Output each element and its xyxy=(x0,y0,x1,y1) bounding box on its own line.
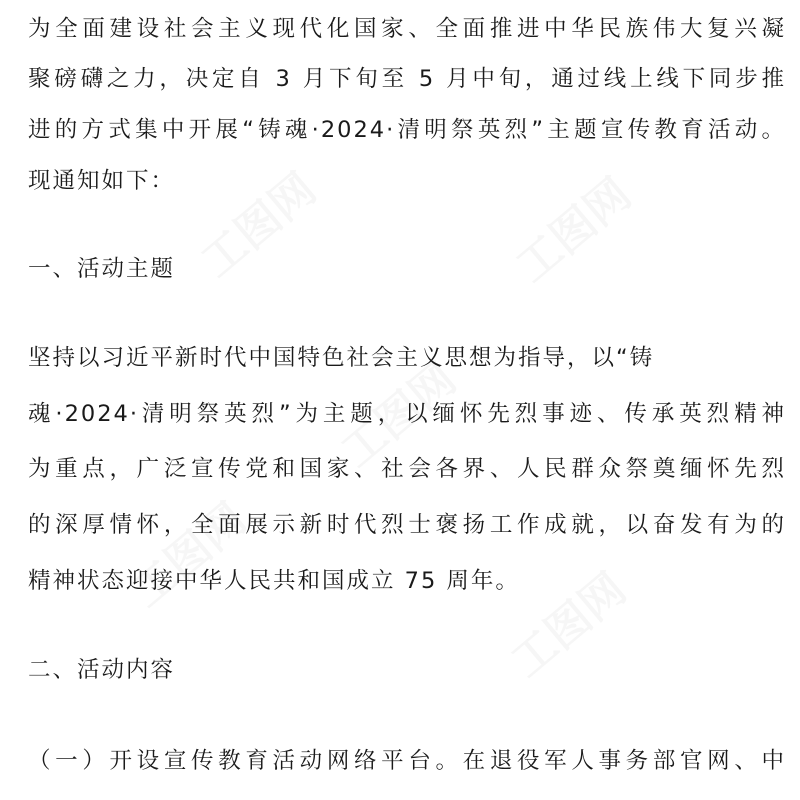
body-line: 聚磅礴之力，决定自 3 月下旬至 5 月中旬，通过线上线下同步推 xyxy=(28,66,786,92)
body-line: 进的方式集中开展“铸魂·2024·清明祭英烈”主题宣传教育活动。 xyxy=(28,117,786,143)
body-line: 为重点，广泛宣传党和国家、社会各界、人民群众祭奠缅怀先烈 xyxy=(28,456,786,482)
section-heading: 二、活动内容 xyxy=(28,657,176,683)
body-line: 坚持以习近平新时代中国特色社会主义思想为指导，以“铸 xyxy=(28,345,655,371)
body-line: 魂·2024·清明祭英烈”为主题，以缅怀先烈事迹、传承英烈精神 xyxy=(28,401,786,427)
body-line: 为全面建设社会主义现代化国家、全面推进中华民族伟大复兴凝 xyxy=(28,16,786,42)
body-line: 精神状态迎接中华人民共和国成立 75 周年。 xyxy=(28,568,520,594)
body-line: （一）开设宣传教育活动网络平台。在退役军人事务部官网、中 xyxy=(28,748,786,774)
section-heading: 一、活动主题 xyxy=(28,256,176,282)
body-line: 现通知如下： xyxy=(28,168,176,194)
body-line: 的深厚情怀，全面展示新时代烈士褒扬工作成就，以奋发有为的 xyxy=(28,512,786,538)
watermark xyxy=(115,485,257,619)
